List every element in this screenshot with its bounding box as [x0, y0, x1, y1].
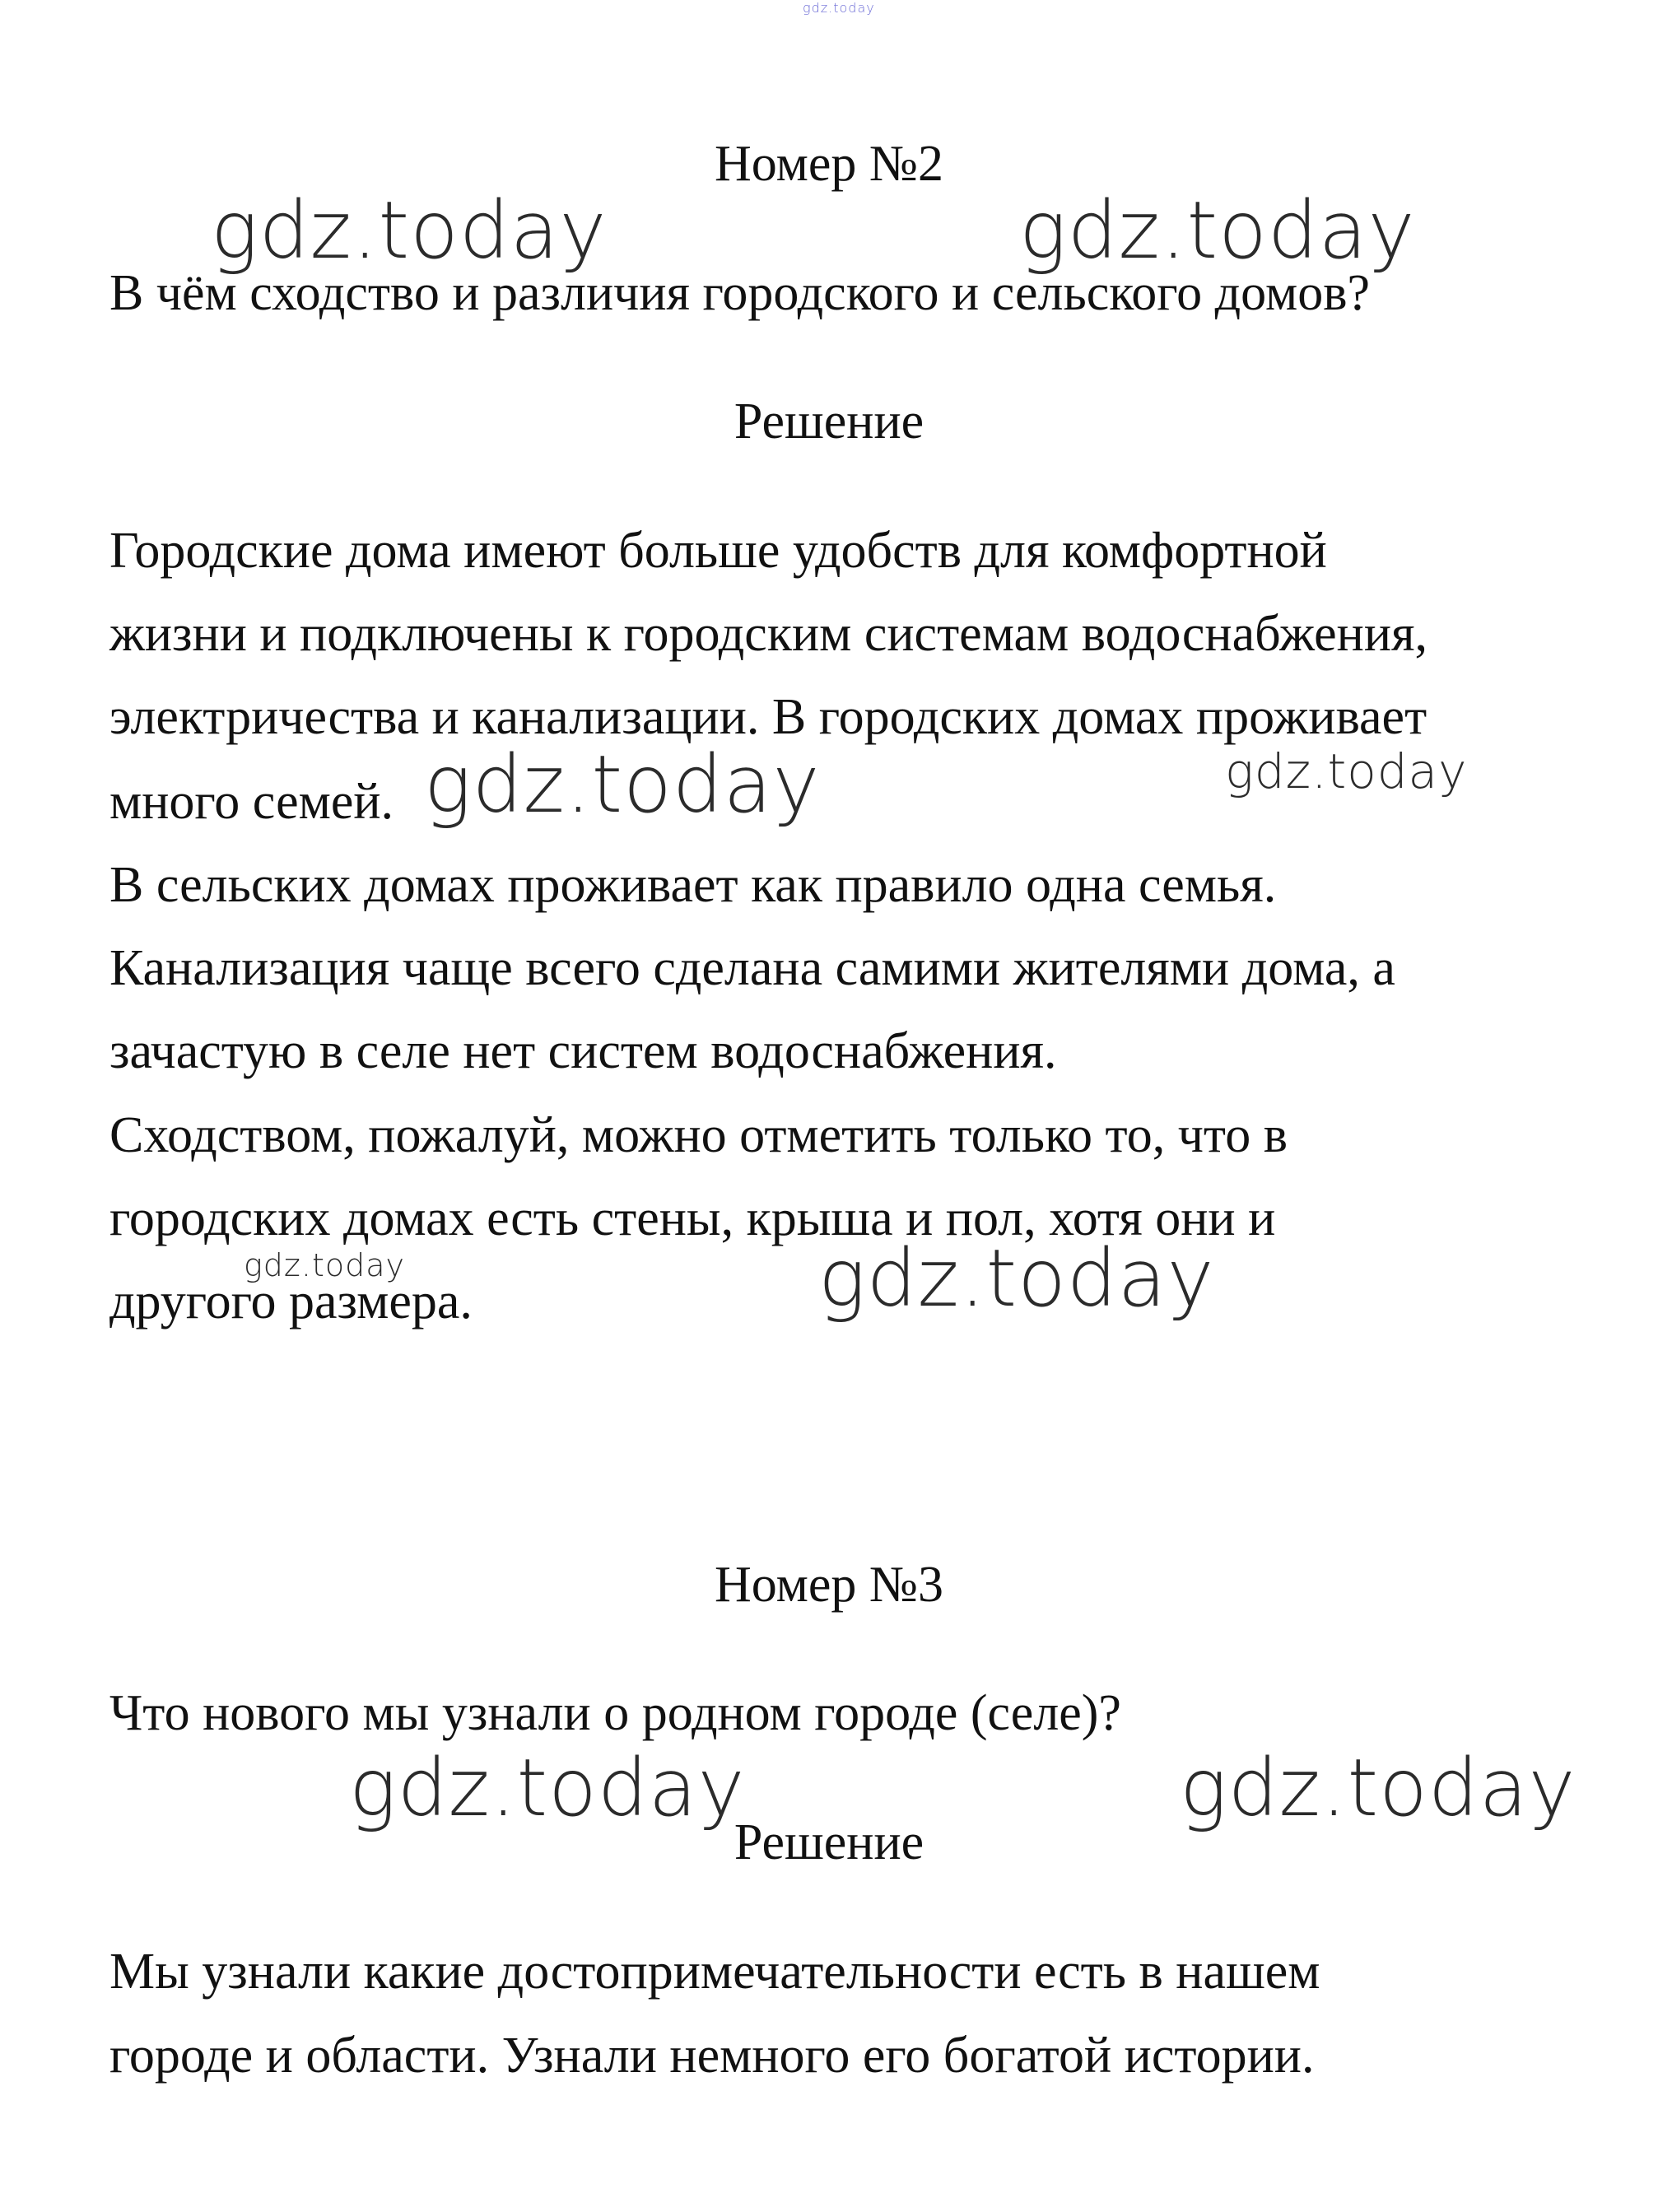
task2-answer-line: электричества и канализации. В городских домах проживает	[109, 689, 1427, 745]
watermark: gdz.today	[244, 1247, 405, 1283]
task2-answer-line: другого размера.	[109, 1274, 473, 1330]
watermark: gdz.today	[349, 1742, 746, 1834]
task2-question: В чём сходство и различия городского и сельского домов?	[109, 265, 1371, 321]
task2-answer-line: городских домах есть стены, крыша и пол, хотя они и	[109, 1190, 1276, 1246]
task3-question: Что нового мы узнали о родном городе (селе)?	[109, 1685, 1121, 1741]
watermark: gdz.today	[211, 184, 608, 277]
task2-answer-line: Сходством, пожалуй, можно отметить только то, что в	[109, 1107, 1288, 1163]
watermark: gdz.today	[1180, 1742, 1576, 1834]
watermark: gdz.today	[1019, 184, 1416, 277]
task3-answer-line: городе и области. Узнали немного его богатой истории.	[109, 2028, 1315, 2084]
task2-answer-line: Канализация чаще всего сделана самими жителями дома, а	[109, 940, 1395, 996]
task2-solution-heading: Решение	[734, 394, 924, 449]
task2-answer-line: В сельских домах проживает как правило одна семья.	[109, 857, 1277, 913]
task2-answer-line: жизни и подключены к городским системам водоснабжения,	[109, 606, 1428, 662]
task2-answer-line: много семей.	[109, 774, 394, 830]
task3-solution-heading: Решение	[734, 1814, 924, 1870]
task3-title: Номер №3	[714, 1557, 943, 1613]
task2-title: Номер №2	[714, 136, 943, 192]
header-watermark: gdz.today	[803, 0, 875, 16]
watermark: gdz.today	[1225, 743, 1468, 799]
watermark: gdz.today	[818, 1232, 1215, 1325]
watermark: gdz.today	[424, 738, 821, 831]
task2-answer-line: зачастую в селе нет систем водоснабжения.	[109, 1023, 1057, 1079]
task3-answer-line: Мы узнали какие достопримечательности есть в нашем	[109, 1944, 1320, 2000]
task2-answer-line: Городские дома имеют больше удобств для комфортной	[109, 523, 1327, 579]
